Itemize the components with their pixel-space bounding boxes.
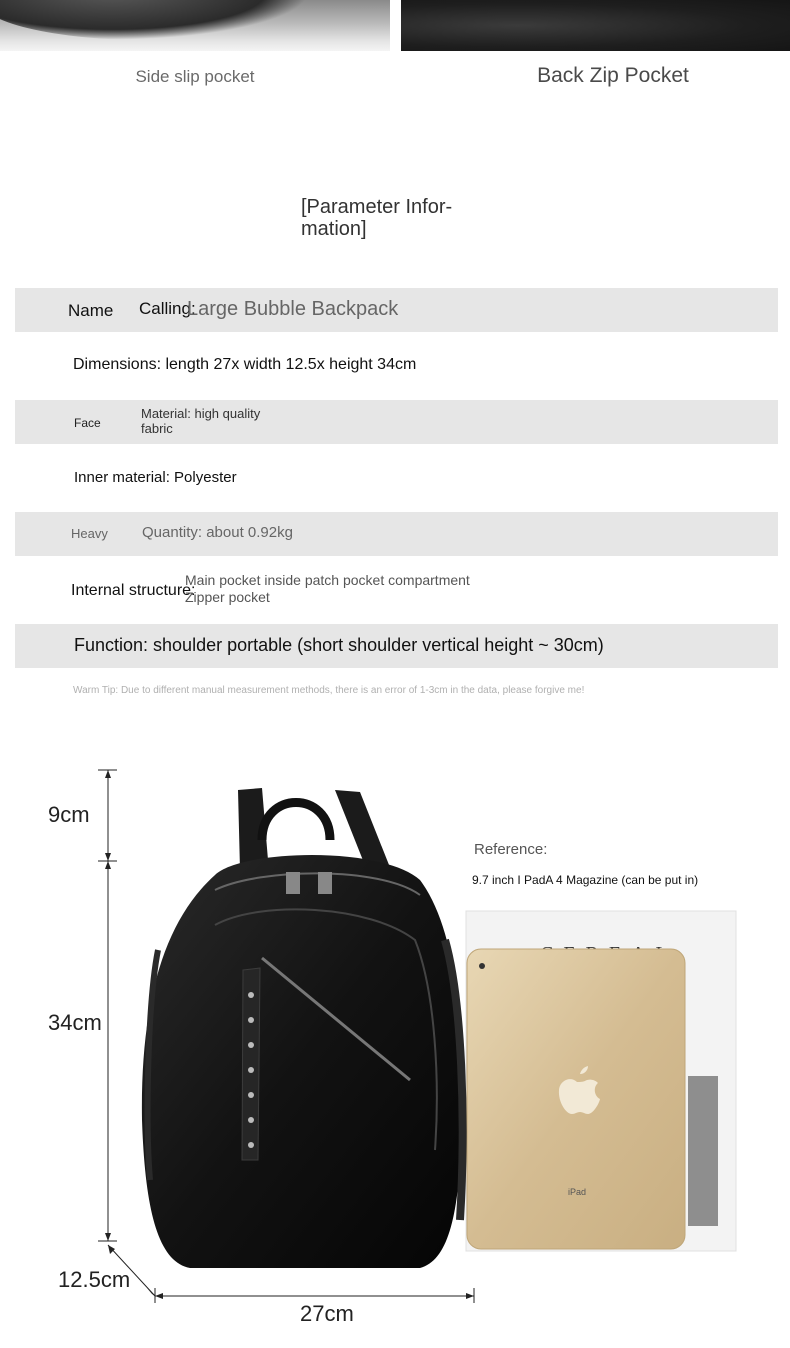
ipad-label: iPad bbox=[567, 1187, 587, 1197]
warm-tip: Warm Tip: Due to different manual measurement methods, there is an error of 1-3cm in the data, please forgive me! bbox=[73, 685, 585, 696]
function-text: Function: shoulder portable (short shoulder vertical height ~ 30cm) bbox=[74, 635, 604, 655]
ipad bbox=[467, 949, 685, 1249]
reference-item: 9.7 inch I PadA 4 Magazine (can be put in) bbox=[472, 873, 699, 887]
width-label: 27cm bbox=[300, 1301, 354, 1326]
reference-label: Reference: bbox=[474, 841, 548, 858]
heavy-value: Quantity: about 0.92kg bbox=[142, 524, 293, 541]
name-prefix: Calling: bbox=[139, 299, 196, 318]
internal-structure-label: Internal structure: bbox=[71, 582, 196, 599]
dimensions-text: Dimensions: length 27x width 12.5x height 34cm bbox=[73, 356, 417, 373]
face-label: Face bbox=[74, 416, 101, 430]
face-value-line-1: Material: high quality bbox=[141, 406, 261, 421]
backpack bbox=[142, 788, 463, 1268]
heavy-label: Heavy bbox=[71, 526, 108, 541]
body-height-label: 34cm bbox=[48, 1010, 102, 1035]
top-height-label: 9cm bbox=[48, 802, 90, 827]
internal-structure-line-2: Zipper pocket bbox=[185, 589, 270, 605]
parameter-title-line-1: [Parameter Infor- bbox=[301, 196, 453, 218]
inner-material-text: Inner material: Polyester bbox=[74, 469, 237, 486]
name-label: Name bbox=[68, 301, 114, 320]
parameter-title-line-2: mation] bbox=[301, 218, 367, 240]
face-value-line-2: fabric bbox=[141, 421, 173, 436]
back-pocket-caption: Back Zip Pocket bbox=[537, 64, 689, 87]
depth-label: 12.5cm bbox=[58, 1267, 131, 1292]
name-value: Large Bubble Backpack bbox=[187, 298, 399, 320]
internal-structure-line-1: Main pocket inside patch pocket compartment bbox=[185, 572, 470, 588]
side-pocket-caption: Side slip pocket bbox=[135, 67, 255, 86]
